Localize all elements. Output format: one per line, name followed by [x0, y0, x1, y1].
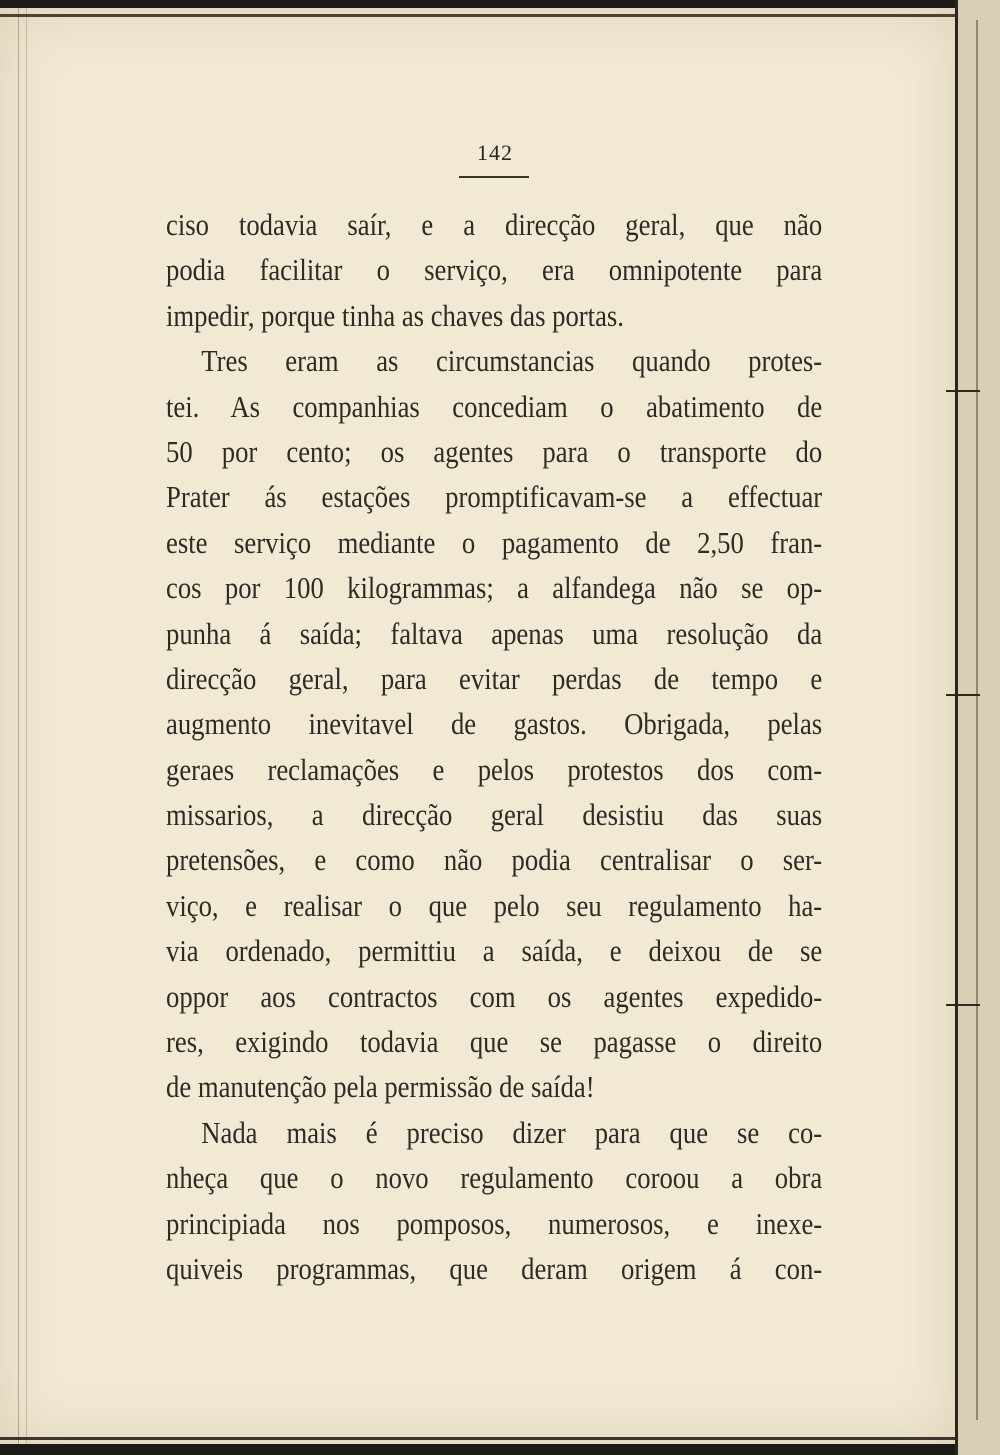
- page-top-border: [0, 14, 958, 17]
- body-text: [166, 202, 822, 1291]
- text-line: cos por 100 kilogrammas; a alfandega não se op-: [166, 570, 823, 606]
- text-line: Nada mais é preciso dizer para que se co-: [201, 1114, 823, 1150]
- text-line: direcção geral, para evitar perdas de tempo e: [166, 660, 823, 696]
- binding-thread-mark: [946, 1004, 980, 1006]
- text-line: geraes reclamações e pelos protestos dos com-: [166, 751, 823, 787]
- text-line: oppor aos contractos com os agentes expedido-: [166, 978, 823, 1014]
- page-left-edge: [18, 8, 19, 1444]
- text-line: impedir, porque tinha as chaves das portas.: [166, 297, 624, 333]
- text-line: Tres eram as circumstancias quando protes-: [201, 343, 823, 379]
- text-line: pretensões, e como não podia centralisar o ser-: [166, 842, 823, 878]
- text-line: nheça que o novo regulamento coroou a obra: [166, 1160, 823, 1196]
- text-line: principiada nos pomposos, numerosos, e inexe-: [166, 1205, 823, 1241]
- page-bottom-border: [0, 1437, 958, 1440]
- page-number: 142: [477, 140, 513, 165]
- adjacent-page-edge: [955, 0, 1000, 1455]
- text-line: augmento inevitavel de gastos. Obrigada, pelas: [166, 706, 823, 742]
- text-line: missarios, a direcção geral desistiu das suas: [166, 797, 823, 833]
- page-number-rule: [459, 176, 529, 178]
- text-line: via ordenado, permittiu a saída, e deixou de se: [166, 933, 823, 969]
- binding-thread-mark: [946, 390, 980, 392]
- text-line: de manutenção pela permissão de saída!: [166, 1069, 595, 1105]
- text-line: quiveis programmas, que deram origem á con-: [166, 1250, 823, 1286]
- text-line: punha á saída; faltava apenas uma resolução da: [166, 615, 823, 651]
- text-line: este serviço mediante o pagamento de 2,50 fran-: [166, 524, 823, 560]
- page-left-edge-inner: [26, 8, 27, 1444]
- text-line: viço, e realisar o que pelo seu regulamento ha-: [166, 887, 823, 923]
- text-line: tei. As companhias concediam o abatimento de: [166, 388, 823, 424]
- book-page: [0, 8, 960, 1444]
- text-line: Prater ás estações promptificavam-se a effectuar: [166, 479, 823, 515]
- binding-thread-mark: [946, 694, 980, 696]
- binding-line: [976, 20, 978, 1420]
- text-line: res, exigindo todavia que se pagasse o direito: [166, 1024, 823, 1060]
- text-line: 50 por cento; os agentes para o transporte do: [166, 433, 823, 469]
- text-line: podia facilitar o serviço, era omnipotente para: [166, 252, 823, 288]
- text-line: ciso todavia saír, e a direcção geral, que não: [166, 207, 823, 242]
